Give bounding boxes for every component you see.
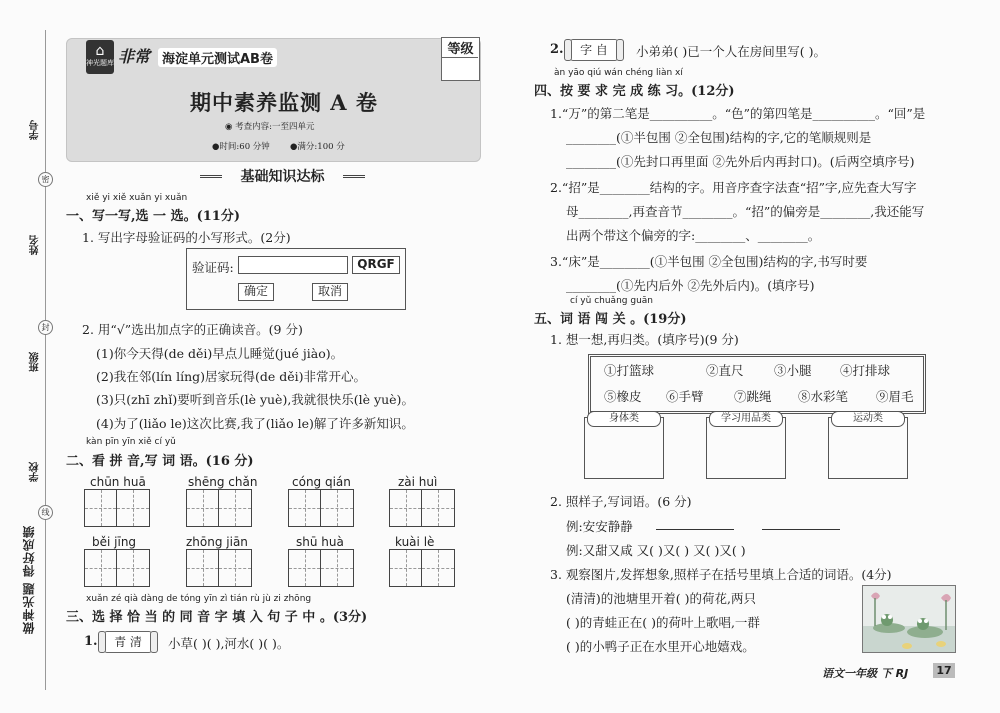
s5-example-2: 例:又甜又咸 又( )又( ) 又( )又( ) — [566, 543, 746, 558]
s4-pinyin: àn yāo qiú wán chéng liàn xí — [554, 68, 683, 78]
s4-line-3: ________(①先封口再里面 ②先外后内再封口)。(后两空填序号) — [566, 154, 915, 169]
s5-q3-line-3: ( )的小鸭子正在水里开心地嬉戏。 — [566, 639, 755, 654]
seal-line — [45, 30, 46, 690]
s1-item-4: (4)为了(liǎo le)这次比赛,我了(liǎo le)解了许多新知识。 — [96, 416, 414, 431]
s1-q2: 2. 用“√”选出加点字的正确读音。(9 分) — [82, 322, 303, 337]
star-icon: ● — [290, 142, 298, 152]
s1-item-3: (3)只(zhī zhǐ)要听到音乐(lè yuè),我就很快乐(lè yuè)。 — [96, 392, 414, 407]
s3-pinyin: xuǎn zé qià dàng de tóng yīn zì tián rù jù zi zhōng — [86, 594, 312, 604]
writing-grid-3[interactable] — [288, 489, 354, 527]
brand-name: 非常 — [118, 47, 151, 66]
footer-subject: 语文一年级 下 RJ — [822, 667, 909, 680]
writing-grid-4[interactable] — [389, 489, 455, 527]
pinyin-word-6: zhōng jiān — [186, 535, 248, 549]
writing-grid-1[interactable] — [84, 489, 150, 527]
writing-grid-5[interactable] — [84, 549, 150, 587]
s3-q2-text: 小弟弟( )已一个人在房间里写( )。 — [636, 44, 826, 59]
char-choice-2: 字 自 — [570, 39, 618, 61]
cancel-button[interactable]: 取消 — [312, 283, 348, 301]
s3-title: 三、选 择 恰 当 的 同 音 字 填 入 句 子 中 。(3分) — [66, 610, 368, 625]
captcha-input[interactable] — [238, 256, 348, 274]
grade-divider — [441, 57, 478, 58]
s4-line-7: 3.“床”是________(①半包围 ②全包围)结构的字,书写时要 — [550, 254, 868, 269]
label-name: 姓名 — [30, 235, 41, 255]
s5-q3-line-2: ( )的青蛙正在( )的荷叶上歌唱,一群 — [566, 615, 760, 630]
s2-pinyin: kàn pīn yīn xiě cí yǔ — [86, 437, 176, 447]
answer-line-1[interactable] — [656, 529, 734, 530]
pinyin-word-2: shēng chǎn — [188, 475, 258, 489]
s4-line-5: 母________,再查音节________。“招”的偏旁是________,我还能写 — [566, 204, 925, 219]
exam-score: ●满分:100 分 — [290, 142, 345, 152]
s5-pinyin: cí yǔ chuǎng guān — [570, 296, 653, 306]
pinyin-word-1: chūn huā — [90, 475, 146, 489]
captcha-code: QRGF — [352, 256, 400, 274]
label-school: 学校 — [30, 462, 41, 482]
word-5: ⑤橡皮 — [604, 389, 642, 404]
captcha-label: 验证码: — [192, 260, 234, 275]
confirm-button[interactable]: 确定 — [238, 283, 274, 301]
slogan: 做神光题 得好成绩 — [22, 525, 36, 635]
pinyin-word-7: shū huà — [296, 535, 344, 549]
s5-q1: 1. 想一想,再归类。(填序号)(9 分) — [550, 332, 739, 347]
logo: ⌂ 神光题库 — [86, 40, 114, 74]
writing-grid-2[interactable] — [186, 489, 252, 527]
s5-q3: 3. 观察图片,发挥想象,照样子在括号里填上合适的词语。(4分) — [550, 567, 892, 582]
pinyin-word-3: cóng qián — [292, 475, 351, 489]
word-8: ⑧水彩笔 — [798, 389, 849, 404]
char-choice-1: 青 清 — [104, 631, 152, 653]
exam-time: ●时间:60 分钟 — [212, 142, 270, 152]
exam-scope: ◉ 考查内容:一至四单元 — [225, 122, 315, 132]
word-3: ③小腿 — [774, 363, 812, 378]
pinyin-word-5: běi jīng — [92, 535, 137, 549]
pinyin-word-4: zài huì — [398, 475, 438, 489]
s4-line-1: 1.“万”的第二笔是__________。“色”的第四笔是__________。“回”是 — [550, 106, 926, 121]
seal-mi: 密 — [38, 172, 53, 187]
word-7: ⑦跳绳 — [734, 389, 772, 404]
s4-line-2: ________(①半包围 ②全包围)结构的字,它的笔顺规则是 — [566, 130, 872, 145]
s1-item-1: (1)你今天得(de děi)早点儿睡觉(jué jiào)。 — [96, 346, 344, 361]
s5-q2: 2. 照样子,写词语。(6 分) — [550, 494, 692, 509]
s1-pinyin: xiě yi xiě xuǎn yi xuǎn — [86, 193, 188, 203]
pond-illustration — [862, 585, 956, 653]
s5-example-1: 例:安安静静 — [566, 519, 633, 534]
search-icon: ◉ — [225, 122, 233, 132]
page-number: 17 — [933, 663, 955, 678]
brand-subtitle: 海淀单元测试AB卷 — [158, 48, 277, 67]
category-school-supplies[interactable]: 学习用品类 — [706, 417, 786, 479]
section-banner: 基础知识达标 — [220, 166, 345, 186]
s4-line-4: 2.“招”是________结构的字。用音序查字法查“招”字,应先查大写字 — [550, 180, 917, 195]
s1-q1: 1. 写出字母验证码的小写形式。(2分) — [82, 230, 291, 245]
word-2: ②直尺 — [706, 363, 744, 378]
word-6: ⑥手臂 — [666, 389, 704, 404]
s5-q3-line-1: (清清)的池塘里开着( )的荷花,两只 — [566, 591, 756, 606]
category-body[interactable]: 身体类 — [584, 417, 664, 479]
s4-title: 四、按 要 求 完 成 练 习。(12分) — [534, 84, 735, 99]
label-student-id: 学号 — [30, 120, 41, 140]
seal-feng: 封 — [38, 320, 53, 335]
s3-q1-number: 1. — [84, 634, 98, 649]
s1-title: 一、写一写,选 一 选。(11分) — [66, 209, 240, 224]
writing-grid-8[interactable] — [389, 549, 455, 587]
grade-box: 等级 — [441, 37, 480, 81]
word-9: ⑨眉毛 — [876, 389, 914, 404]
category-sports[interactable]: 运动类 — [828, 417, 908, 479]
answer-line-2[interactable] — [762, 529, 840, 530]
s4-line-6: 出两个带这个偏旁的字:________、________。 — [566, 228, 821, 243]
label-class: 班级 — [30, 352, 41, 372]
seal-xian: 线 — [38, 505, 53, 520]
writing-grid-7[interactable] — [288, 549, 354, 587]
s3-q1-text: 小草( )( ),河水( )( )。 — [168, 636, 290, 651]
logo-building-icon: ⌂ — [95, 43, 105, 59]
clock-icon: ● — [212, 142, 220, 152]
s2-title: 二、看 拼 音,写 词 语。(16 分) — [66, 454, 254, 469]
page-title: 期中素养监测 A 卷 — [190, 90, 378, 115]
s4-line-8: ________(①先内后外 ②先外后内)。(填序号) — [566, 278, 815, 293]
s1-item-2: (2)我在邻(lín líng)居家玩得(de děi)非常开心。 — [96, 369, 367, 384]
s5-title: 五、词 语 闯 关 。(19分) — [534, 312, 687, 327]
pinyin-word-8: kuài lè — [395, 535, 435, 549]
word-1: ①打篮球 — [604, 363, 655, 378]
word-4: ④打排球 — [840, 363, 891, 378]
writing-grid-6[interactable] — [186, 549, 252, 587]
s3-q2-number: 2. — [550, 42, 564, 57]
